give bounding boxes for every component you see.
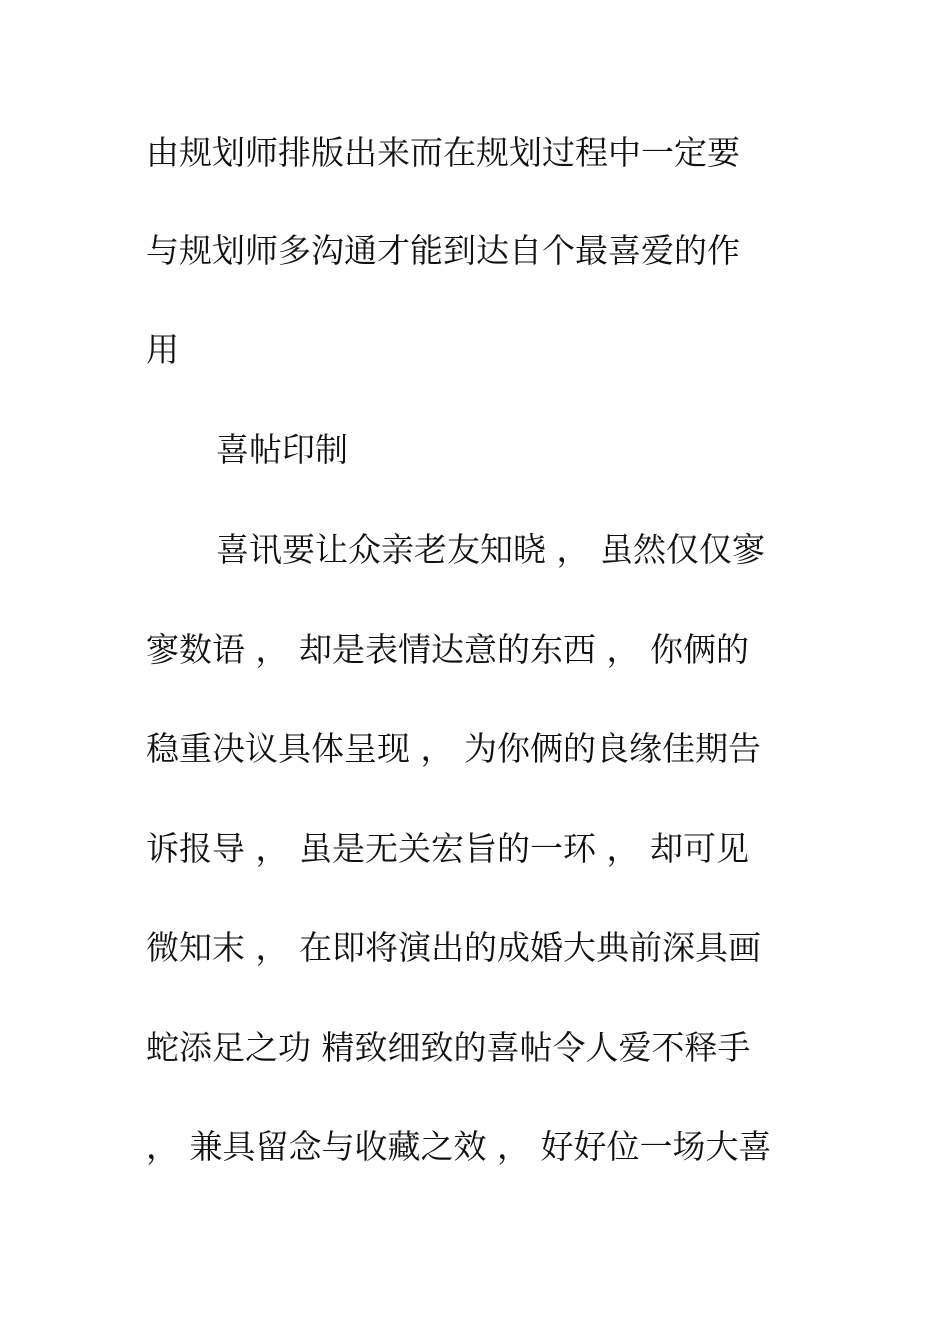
paragraph-line: 喜讯要让众亲老友知晓 ， 虽然仅仅寥 (216, 530, 765, 569)
paragraph-line: 蛇添足之功 精致细致的喜帖令人爱不释手 (146, 1028, 751, 1067)
paragraph-line: 稳重决议具体呈现 ， 为你俩的良缘佳期告 (146, 729, 761, 768)
paragraph-line: ， 兼具留念与收藏之效 ， 好好位一场大喜 (146, 1127, 772, 1166)
paragraph-line: 寥数语 ， 却是表情达意的东西 ， 你俩的 (146, 630, 749, 669)
paragraph-line: 微知末 ， 在即将演出的成婚大典前深具画 (146, 928, 761, 967)
paragraph-line: 由规划师排版出来而在规划过程中一定要 (146, 133, 740, 172)
paragraph-line: 用 (146, 330, 179, 369)
section-heading: 喜帖印制 (216, 430, 348, 469)
paragraph-line: 与规划师多沟通才能到达自个最喜爱的作 (146, 231, 740, 270)
paragraph-line: 诉报导 ， 虽是无关宏旨的一环 ， 却可见 (146, 829, 749, 868)
